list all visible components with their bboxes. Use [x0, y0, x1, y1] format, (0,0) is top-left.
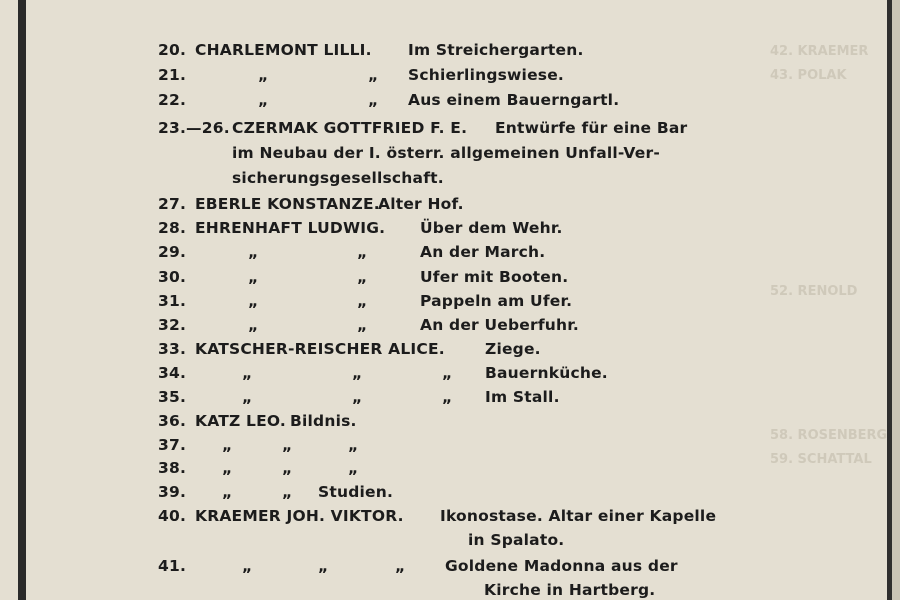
work-title: Im Streichergarten.	[408, 41, 584, 59]
work-title: Bauernküche.	[485, 364, 608, 382]
entry-number: 39.	[158, 483, 187, 501]
work-title: An der March.	[420, 243, 546, 261]
artist-name: CZERMAK GOTTFRIED F. E.	[232, 119, 468, 137]
ditto-mark: „	[442, 388, 453, 406]
ditto-mark: „	[395, 557, 406, 575]
ditto-mark: „	[282, 483, 293, 501]
bleed-through-text: 52. RENOLD	[770, 284, 858, 299]
ditto-mark: „	[352, 388, 363, 406]
work-title: Ziege.	[485, 340, 541, 358]
bleed-through-text: 43. POLAK	[770, 68, 847, 83]
work-title: Alter Hof.	[378, 195, 464, 213]
ditto-mark: „	[222, 436, 233, 454]
ditto-mark: „	[357, 268, 368, 286]
ditto-mark: „	[242, 388, 253, 406]
bleed-through-text: 42. KRAEMER	[770, 44, 869, 59]
work-title: Pappeln am Ufer.	[420, 292, 573, 310]
entry-number: 38.	[158, 459, 187, 477]
work-title: Bildnis.	[290, 412, 357, 430]
ditto-mark: „	[282, 459, 293, 477]
artist-name: KATSCHER-REISCHER ALICE.	[195, 340, 445, 358]
ditto-mark: „	[258, 66, 269, 84]
ditto-mark: „	[248, 292, 259, 310]
work-title: Über dem Wehr.	[420, 219, 563, 237]
entry-number: 30.	[158, 268, 187, 286]
entry-number: 28.	[158, 219, 187, 237]
artist-name: KRAEMER JOH. VIKTOR.	[195, 507, 404, 525]
entry-number: 41.	[158, 557, 187, 575]
ditto-mark: „	[248, 243, 259, 261]
ditto-mark: „	[348, 459, 359, 477]
left-border-rule	[18, 0, 26, 600]
entry-number: 29.	[158, 243, 187, 261]
artist-name: KATZ LEO.	[195, 412, 287, 430]
page-edge	[892, 0, 900, 600]
work-title: Aus einem Bauerngartl.	[408, 91, 620, 109]
entry-number: 22.	[158, 91, 187, 109]
work-title: Schierlingswiese.	[408, 66, 565, 84]
work-title: sicherungsgesellschaft.	[232, 169, 444, 187]
ditto-mark: „	[352, 364, 363, 382]
artist-name: EBERLE KONSTANZE.	[195, 195, 380, 213]
ditto-mark: „	[368, 66, 379, 84]
work-title: Ikonostase. Altar einer Kapelle	[440, 507, 717, 525]
ditto-mark: „	[222, 483, 233, 501]
ditto-mark: „	[242, 364, 253, 382]
ditto-mark: „	[318, 557, 329, 575]
work-title: Ufer mit Booten.	[420, 268, 569, 286]
ditto-mark: „	[248, 316, 259, 334]
entry-number: 40.	[158, 507, 187, 525]
work-title: in Spalato.	[468, 531, 565, 549]
ditto-mark: „	[357, 243, 368, 261]
entry-number: 23.—26.	[158, 119, 230, 137]
entry-number: 21.	[158, 66, 187, 84]
ditto-mark: „	[258, 91, 269, 109]
entry-number: 37.	[158, 436, 187, 454]
ditto-mark: „	[242, 557, 253, 575]
work-title: im Neubau der I. österr. allgemeinen Unfall-Ver-	[232, 144, 660, 162]
work-title: An der Ueberfuhr.	[420, 316, 579, 334]
ditto-mark: „	[357, 316, 368, 334]
entry-number: 20.	[158, 41, 187, 59]
entry-number: 34.	[158, 364, 187, 382]
work-title: Kirche in Hartberg.	[484, 581, 656, 599]
entry-number: 27.	[158, 195, 187, 213]
work-title: Goldene Madonna aus der	[445, 557, 678, 575]
work-title: Entwürfe für eine Bar	[495, 119, 688, 137]
bleed-through-text: 59. SCHATTAL	[770, 452, 872, 467]
ditto-mark: „	[368, 91, 379, 109]
entry-number: 33.	[158, 340, 187, 358]
entry-number: 35.	[158, 388, 187, 406]
ditto-mark: „	[222, 459, 233, 477]
artist-name: EHRENHAFT LUDWIG.	[195, 219, 386, 237]
ditto-mark: „	[282, 436, 293, 454]
ditto-mark: „	[357, 292, 368, 310]
ditto-mark: „	[348, 436, 359, 454]
entry-number: 36.	[158, 412, 187, 430]
work-title: Im Stall.	[485, 388, 560, 406]
entry-number: 32.	[158, 316, 187, 334]
work-title: Studien.	[318, 483, 394, 501]
ditto-mark: „	[442, 364, 453, 382]
ditto-mark: „	[248, 268, 259, 286]
artist-name: CHARLEMONT LILLI.	[195, 41, 372, 59]
bleed-through-text: 58. ROSENBERG	[770, 428, 888, 443]
entry-number: 31.	[158, 292, 187, 310]
